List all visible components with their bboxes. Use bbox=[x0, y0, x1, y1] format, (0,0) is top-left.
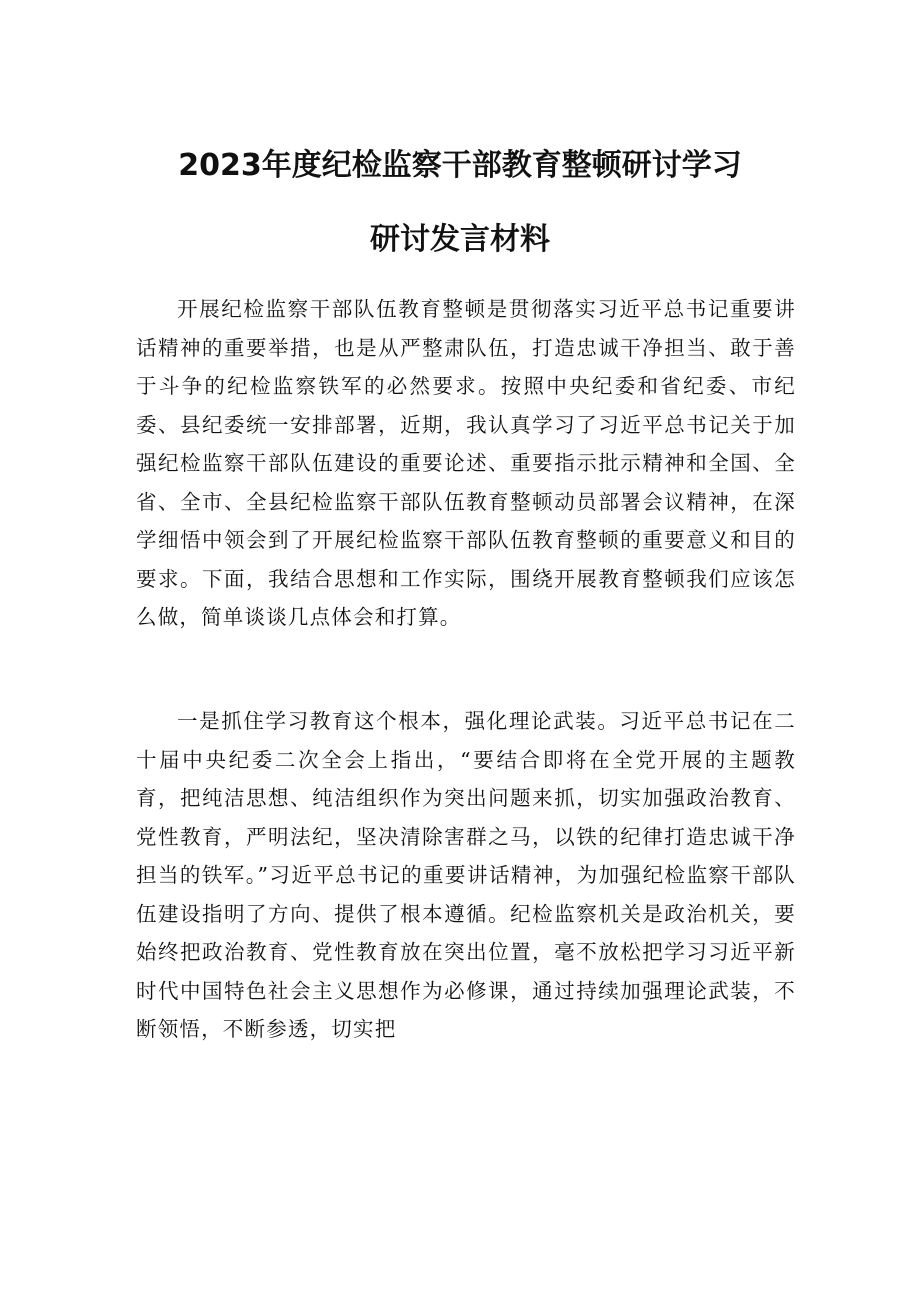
body-paragraph-1: 开展纪检监察干部队伍教育整顿是贯彻落实习近平总书记重要讲话精神的重要举措，也是从严整肃队伍，打造忠诚干净担当、敢于善于斗争的纪检监察铁军的必然要求。按照中央纪委和省纪委、市纪委、县纪委统一安排部署，近期，我认真学习了习近平总书记关于加强纪检监察干部队伍建设的重要论述、重要指示批示精神和全国、全省、全市、全县纪检监察干部队伍教育整顿动员部署会议精神，在深学细悟中领会到了开展纪检监察干部队伍教育整顿的重要意义和目的要求。下面，我结合思想和工作实际，围绕开展教育整顿我们应该怎么做，简单谈谈几点体会和打算。 bbox=[136, 297, 796, 629]
document-title-line-2: 研讨发言材料 bbox=[370, 222, 550, 257]
body-paragraph-2: 一是抓住学习教育这个根本，强化理论武装。习近平总书记在二十届中央纪委二次全会上指出，“要结合即将在全党开展的主题教育，把纯洁思想、纯洁组织作为突出问题来抓，切实加强政治教育、党性教育，严明法纪，坚决清除害群之马，以铁的纪律打造忠诚干净担当的铁军。”习近平总书记的重要讲话精神，为加强纪检监察干部队伍建设指明了方向、提供了根本遵循。纪检监察机关是政治机关，要始终把政治教育、党性教育放在突出位置，毫不放松把学习习近平新时代中国特色社会主义思想作为必修课，通过持续加强理论武装，不断领悟，不断参透，切实把 bbox=[136, 709, 796, 1041]
document-title-line-1: 2023年度纪检监察干部教育整顿研讨学习 bbox=[178, 148, 742, 183]
